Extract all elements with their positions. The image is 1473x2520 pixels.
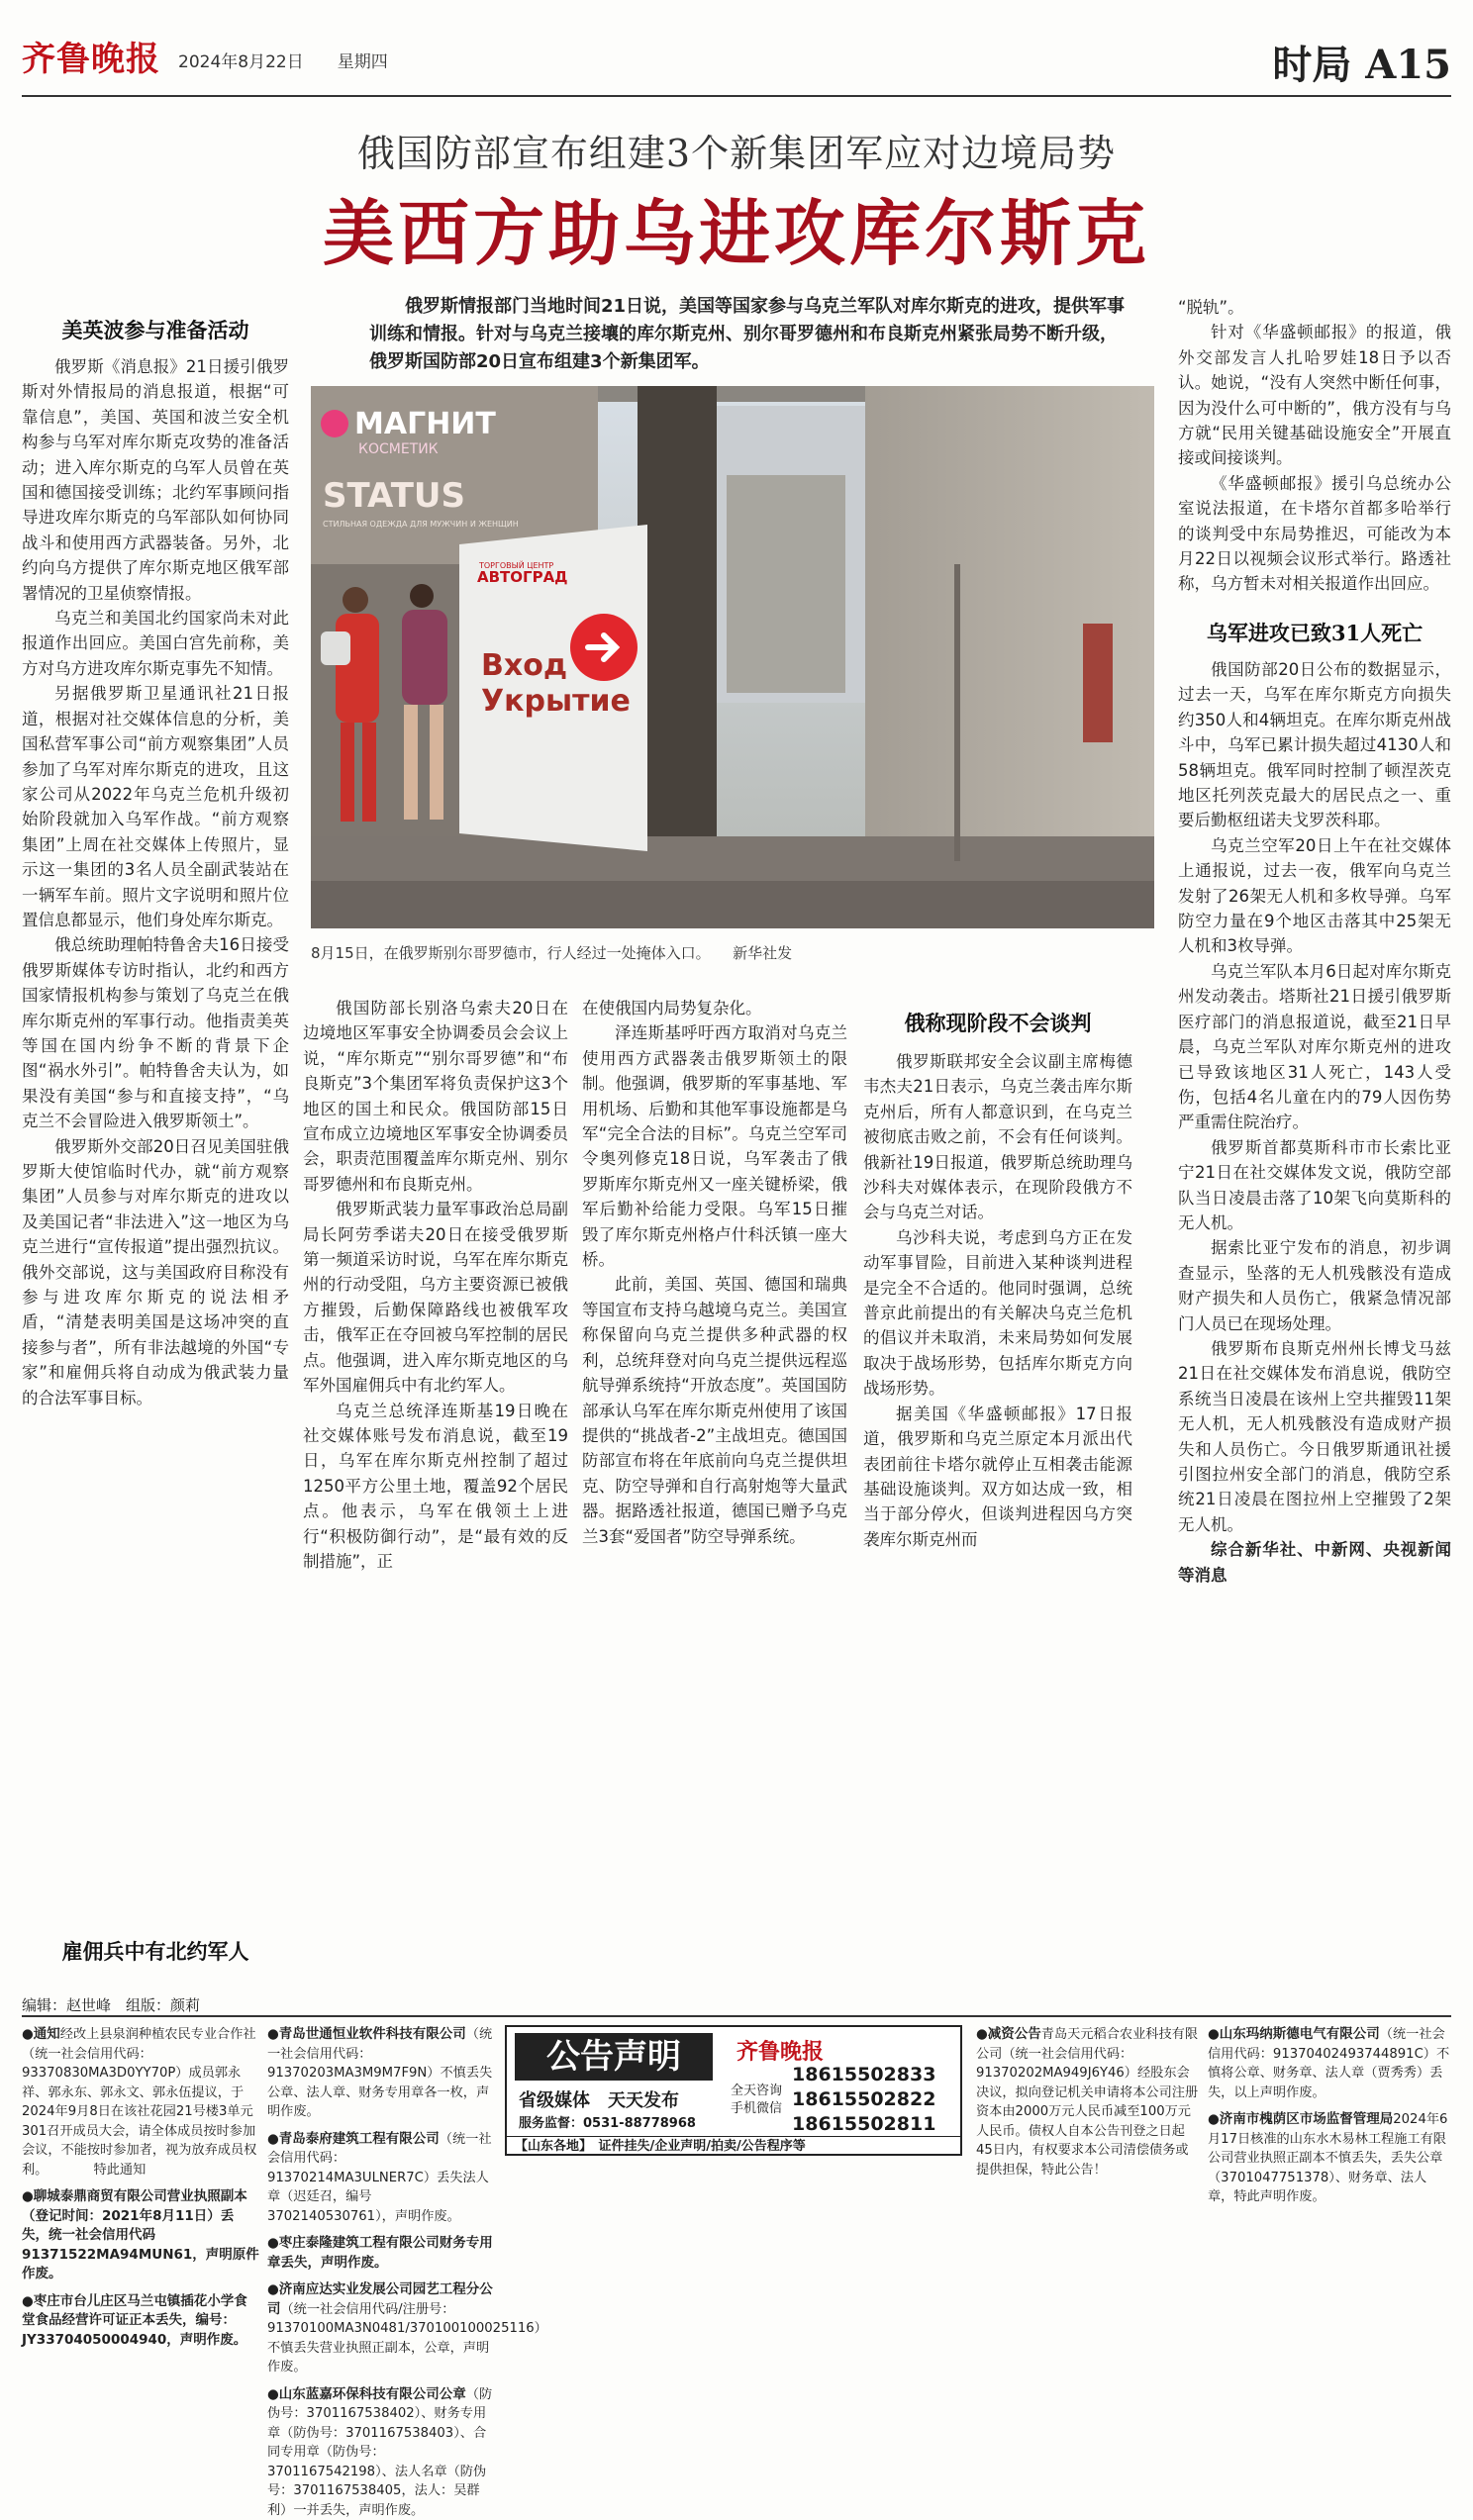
classified-ad	[22, 2292, 259, 2351]
sign-status: STATUS	[323, 476, 465, 516]
masthead	[22, 28, 1451, 97]
ad-title: ●青岛世通恒业软件科技有限公司	[267, 2026, 466, 2042]
paragraph: 乌克兰和美国北约国家尚未对此报道作出回应。美国白宫先前称，美方对乌方进攻库尔斯克事先不知情。	[22, 606, 289, 681]
ad-text: （统一社会信用代码：91370214MA3ULNER7C）丢失法人章（迟廷召，编号3702140530761），声明作废。	[267, 2132, 492, 2224]
subhead-3: 俄称现阶段不会谈判	[863, 1008, 1132, 1039]
phone-number: 18615502811	[792, 2112, 935, 2137]
paragraph: 俄罗斯布良斯克州州长博戈马兹21日在社交媒体发布消息说，俄防空系统当日凌晨在该州上空共摧毁11架无人机，无人机残骸没有造成财产损失和人员伤亡。今日俄罗斯通讯社援引图拉州安全部门的消息，俄防空系统21日凌晨在图拉州上空摧毁了2架无人机。	[1178, 1336, 1451, 1537]
sign-mall-name: АВТОГРАД	[477, 568, 568, 586]
ad-text: 青岛天元稻合农业科技有限公司（统一社会信用代码：91370202MA949J6Y46）经股东会决议，拟向登记机关申请将本公司注册资本由2000万元人民币减至100万元人民币。债权人自本公告刊登之日起45日内，有权要求本公司清偿债务或提供担保，特此公告！	[976, 2027, 1198, 2178]
section-page-label: 时局 A15	[1272, 34, 1451, 90]
column-5-text-a	[1178, 295, 1451, 612]
column-5-text-b	[1178, 657, 1451, 1912]
paragraph: 俄总统助理帕特鲁舍夫16日接受俄罗斯媒体专访时指认，北约和西方国家情报机构参与策划了乌克兰在俄库尔斯克州的军事行动。他指责美英等国在国内纷争不断的背景下企图“祸水外引”。帕特鲁舍夫认为，如果没有美国“参与和直接支持”，“乌克兰不会冒险进入俄罗斯领土”。	[22, 932, 289, 1133]
notice-banner	[505, 2025, 962, 2156]
column-4	[863, 1008, 1132, 1960]
paragraph: 据索比亚宁发布的消息，初步调查显示，坠落的无人机残骸没有造成财产损失和人员伤亡，俄紧急情况部门人员已在现场处理。	[1178, 1235, 1451, 1336]
paragraph: 另据俄罗斯卫星通讯社21日报道，根据对社交媒体信息的分析，美国私营军事公司“前方观察集团”人员参加了乌军对库尔斯克的进攻，且这家公司从2022年乌克兰危机升级初始阶段就加入乌军作战。“前方观察集团”上周在社交媒体上传照片，显示这一集团的3名人员全副武装站在一辆军车前。照片文字说明和照片位置信息都显示，他们身处库尔斯克。	[22, 681, 289, 932]
paragraph: 俄罗斯首都莫斯科市市长索比亚宁21日在社交媒体发文说，俄防空部队当日凌晨击落了10架飞向莫斯科的无人机。	[1178, 1135, 1451, 1236]
column-4-text	[863, 1049, 1132, 1960]
classified-ad	[267, 2385, 497, 2520]
ad-title: ●山东蓝嘉环保科技有限公司公章	[267, 2386, 466, 2402]
paragraph: 《华盛顿邮报》援引乌总统办公室说法报道，在卡塔尔首都多哈举行的谈判受中东局势推迟，可能改为本月22日以视频会议形式举行。路透社称，乌方暂未对相关报道作出回应。	[1178, 471, 1451, 597]
sign-vhod: Вход	[481, 648, 567, 683]
paragraph: 俄罗斯联邦安全会议副主席梅德韦杰夫21日表示，乌克兰袭击库尔斯克州后，所有人都意识到，在乌克兰被彻底击败之前，不会有任何谈判。俄新社19日报道，俄罗斯总统助理乌沙科夫对媒体表示，在现阶段俄方不会与乌克兰对话。	[863, 1049, 1132, 1225]
classified-ad	[267, 2280, 497, 2377]
ad-title: ●通知	[22, 2026, 60, 2042]
banner-title: 公告声明	[515, 2033, 713, 2081]
sign-status-sub: СТИЛЬНАЯ ОДЕЖДА ДЛЯ МУЖЧИН И ЖЕНЩИН	[323, 520, 519, 529]
ads-column-e	[976, 2025, 1200, 2156]
ads-divider	[22, 2015, 1451, 2017]
photo-illustration	[311, 386, 1154, 928]
paragraph: 俄罗斯武装力量军事政治总局副局长阿劳季诺夫20日在接受俄罗斯第一频道采访时说，乌军在库尔斯克州的行动受阻，乌方主要资源已被俄方摧毁，后勤保障路线也被俄军攻击，俄军正在夺回被乌军控制的居民点。他强调，进入库尔斯克地区的乌军外国雇佣兵中有北约军人。	[303, 1197, 568, 1398]
main-headline: 美西方助乌进攻库尔斯克	[0, 176, 1473, 279]
editor-credits: 编辑：赵世峰 组版：颜莉	[22, 1994, 200, 2015]
classified-ad	[267, 2234, 497, 2273]
sign-magnit-sub: КОСМЕТИК	[358, 441, 439, 457]
phone-number: 18615502833	[792, 2063, 935, 2087]
ad-title: ●枣庄泰隆建筑工程有限公司财务专用章丢失，声明作废。	[267, 2235, 493, 2271]
column-3	[582, 996, 847, 1976]
newspaper-logo: 齐鲁晚报	[22, 32, 160, 80]
sign-mall-small: ТОРГОВЫЙ ЦЕНТР	[478, 559, 553, 570]
banner-hotline: 服务监督：0531-88778968	[519, 2112, 696, 2131]
ad-title: ●聊城泰鼎商贸有限公司营业执照副本（登记时间：2021年8月11日）丢失，统一社会信用代码91371522MA94MUN61，声明原件作废。	[22, 2188, 259, 2281]
column-5	[1178, 295, 1451, 1912]
ads-column-f	[1208, 2025, 1451, 2156]
ads-column-b	[267, 2025, 497, 2156]
column-2	[303, 996, 568, 1976]
ad-title: ●济南市槐荫区市场监督管理局	[1208, 2111, 1393, 2127]
photo-caption: 8月15日，在俄罗斯别尔哥罗德市，行人经过一处掩体入口。 新华社发	[311, 942, 1154, 963]
paragraph: 俄罗斯外交部20日召见美国驻俄罗斯大使馆临时代办，就“前方观察集团”人员参与对库尔斯克的进攻以及美国记者“非法进入”这一地区为乌克兰进行“宣传报道”提出强烈抗议。俄外交部说，这与美国政府目称没有参与进攻库尔斯克的说法相矛盾，“清楚表明美国是这场冲突的直接参与者”，所有非法越境的外国“专家”和雇佣兵将自动成为俄武装力量的合法军事目标。	[22, 1134, 289, 1410]
classified-ad	[22, 2025, 259, 2180]
paragraph: “脱轨”。	[1178, 295, 1451, 320]
date-text: 2024年8月22日	[178, 52, 304, 72]
paragraph: 俄国防部长别洛乌索夫20日在边境地区军事安全协调委员会会议上说，“库尔斯克”“别尔哥罗德”和“布良斯克”3个集团军将负责保护这3个地区的国土和民众。俄国防部15日宣布成立边境地区军事安全协调委员会，职责范围覆盖库尔斯克州、别尔哥罗德州和布良斯克州。	[303, 996, 568, 1197]
classified-ad	[22, 2187, 259, 2284]
paragraph: 据美国《华盛顿邮报》17日报道，俄罗斯和乌克兰原定本月派出代表团前往卡塔尔就停止互相袭击能源基础设施谈判。双方如达成一致，相当于部分停火，但谈判进程因乌方突袭库尔斯克州而	[863, 1402, 1132, 1552]
classified-ad	[267, 2130, 497, 2227]
kicker-title: 俄国防部宣布组建3个新集团军应对边境局势	[0, 123, 1473, 177]
banner-side-label: 全天咨询 手机微信	[731, 2083, 784, 2118]
column-1	[22, 315, 289, 1968]
ad-text: （统一社会信用代码：91370203MA3M9M7F9N）不慎丢失公章、法人章、财务专用章各一枚，声明作废。	[267, 2027, 492, 2119]
phone-number: 18615502822	[792, 2087, 935, 2112]
paragraph: 俄罗斯《消息报》21日援引俄罗斯对外情报局的消息报道，根据“可靠信息”，美国、英国和波兰安全机构参与乌军对库尔斯克攻势的准备活动；进入库尔斯克的乌军人员曾在英国和德国接受训练；北约军事顾问指导进攻库尔斯克的乌军部队如何协同战斗和使用西方武器装备。另外，北约向乌方提供了库尔斯克地区俄军部署情况的卫星侦察情报。	[22, 354, 289, 606]
paragraph: 此前，美国、英国、德国和瑞典等国宣布支持乌越境乌克兰。美国宣称保留向乌克兰提供多种武器的权利，总统拜登对向乌克兰提供远程巡航导弹系统持“开放态度”。英国国防部承认乌军在库尔斯克州使用了该国提供的“挑战者-2”主战坦克。德国国防部宣布将在年底前向乌克兰提供坦克、防空导弹和自行高射炮等大量武器。据路透社报道，德国已赠予乌克兰3套“爱国者”防空导弹系统。	[582, 1272, 847, 1548]
banner-slogan: 省级媒体 天天发布	[519, 2086, 679, 2112]
paragraph: 在使俄国内局势复杂化。	[582, 996, 847, 1020]
paragraph: 乌沙科夫说，考虑到乌方正在发动军事冒险，目前进入某种谈判进程是完全不合适的。他同时强调，总统普京此前提出的有关解决乌克兰危机的倡议并未取消，未来局势如何发展取决于战场形势，包括库尔斯克方向战场形势。	[863, 1225, 1132, 1402]
paragraph: 乌克兰总统泽连斯基19日晚在社交媒体账号发布消息说，截至19日，乌军在库尔斯克州控制了超过1250平方公里土地，覆盖92个居民点。他表示，乌军在俄领土上进行“积极防御行动”，是“最有效的反制措施”，正	[303, 1399, 568, 1575]
ad-text: 2024年6月17日核准的山东水木易林工程施工有限公司营业执照正副本不慎丢失，丢失公章（3701047751378）、财务章、法人章，特此声明作废。	[1208, 2112, 1447, 2204]
banner-types: 【山东各地】 证件挂失/企业声明/拍卖/公告程序等	[507, 2136, 960, 2156]
banner-logo: 齐鲁晚报	[736, 2035, 824, 2066]
classified-ad	[976, 2025, 1200, 2180]
issue-date	[178, 48, 388, 72]
news-photo	[311, 386, 1154, 928]
sign-magnit: МАГНИТ	[354, 407, 496, 441]
classified-ad	[267, 2025, 497, 2122]
lead-paragraph: 俄罗斯情报部门当地时间21日说，美国等国家参与乌克兰军队对库尔斯克的进攻，提供军事训练和情报。针对与乌克兰接壤的库尔斯克州、别尔哥罗德州和布良斯克州紧张局势不断升级，俄罗斯国防部20日宣布组建3个新集团军。	[369, 293, 1133, 376]
ads-column-a	[22, 2025, 259, 2156]
classified-ad	[1208, 2025, 1451, 2102]
sign-ukrytie: Укрытие	[481, 684, 631, 719]
paragraph: 针对《华盛顿邮报》的报道，俄外交部发言人扎哈罗娃18日予以否认。她说，“没有人突然中断任何事，因为没什么可中断的”，俄方没有与乌方就“民用关键基础设施安全”开展直接或间接谈判。	[1178, 320, 1451, 470]
subhead-2: 雇佣兵中有北约军人	[22, 1936, 289, 1968]
column-1-text	[22, 354, 289, 1968]
banner-phones	[792, 2063, 935, 2137]
ad-text: （统一社会信用代码/注册号：91370100MA3N0481/370100100025116）不慎丢失营业执照正副本，公章，声明作废。	[267, 2302, 547, 2375]
ad-title: ●济南应达实业发展公司园艺工程分公司	[267, 2281, 493, 2317]
ad-title: ●山东玛纳斯德电气有限公司	[1208, 2026, 1380, 2042]
subhead-4: 乌军进攻已致31人死亡	[1178, 618, 1451, 649]
ad-text: 经改上县泉润种植农民专业合作社（统一社会信用代码：93370830MA3D0YY70P）成员郭永祥、郭永东、郭永文、郭永伍提议，于2024年9月8日在该社花园21号楼3单元301召开成员大会，请全体成员按时参加会议，不能按时参加者，视为放弃成员权利。 特此通知	[22, 2027, 256, 2178]
weekday-text: 星期四	[338, 52, 388, 72]
classified-ad	[1208, 2110, 1451, 2207]
paragraph: 俄国防部20日公布的数据显示，过去一天，乌军在库尔斯克方向损失约350人和4辆坦克。在库尔斯克州战斗中，乌军已累计损失超过4130人和58辆坦克。俄军同时控制了顿涅茨克地区托列茨克最大的居民点之一、重要后勤枢纽诺夫戈罗茨科耶。	[1178, 657, 1451, 833]
subhead-1: 美英波参与准备活动	[22, 315, 289, 346]
ad-title: ●枣庄市台儿庄区马兰屯镇插花小学食堂食品经营许可证正本丢失，编号：JY33704050004940，声明作废。	[22, 2293, 247, 2348]
paragraph: 乌克兰军队本月6日起对库尔斯克州发动袭击。塔斯社21日援引俄罗斯医疗部门的消息报道说，截至21日早晨，乌克兰军队对库尔斯克州的进攻已导致该地区31人死亡，143人受伤，包括4名儿童在内的79人因伤势严重需住院治疗。	[1178, 959, 1451, 1135]
paragraph: 乌克兰空军20日上午在社交媒体上通报说，过去一夜，俄军向乌克兰发射了26架无人机和多枚导弹。乌军防空力量在9个地区击落其中25架无人机和3枚导弹。	[1178, 833, 1451, 959]
ad-text: （统一社会信用代码：91370402493744891C）不慎将公章、财务章、法人章（贾秀秀）丢失，以上声明作废。	[1208, 2027, 1449, 2100]
ad-title: ●青岛泰府建筑工程有限公司	[267, 2131, 440, 2147]
ad-text: （防伪号：3701167538402）、财务专用章（防伪号：3701167538403）、合同专用章（防伪号：3701167542198）、法人名章（防伪号：3701167538405，法人：吴群利）一并丢失，声明作废。	[267, 2387, 492, 2518]
ad-title: ●减资公告	[976, 2026, 1041, 2042]
source-credit: 综合新华社、中新网、央视新闻等消息	[1178, 1537, 1451, 1588]
paragraph: 泽连斯基呼吁西方取消对乌克兰使用西方武器袭击俄罗斯领土的限制。他强调，俄罗斯的军事基地、军用机场、后勤和其他军事设施都是乌军“完全合法的目标”。乌克兰空军司令奥列修克18日说，乌军袭击了俄罗斯库尔斯克州又一座关键桥梁，俄军后勤补给能力受限。乌军15日摧毁了库尔斯克州格卢什科沃镇一座大桥。	[582, 1020, 847, 1272]
